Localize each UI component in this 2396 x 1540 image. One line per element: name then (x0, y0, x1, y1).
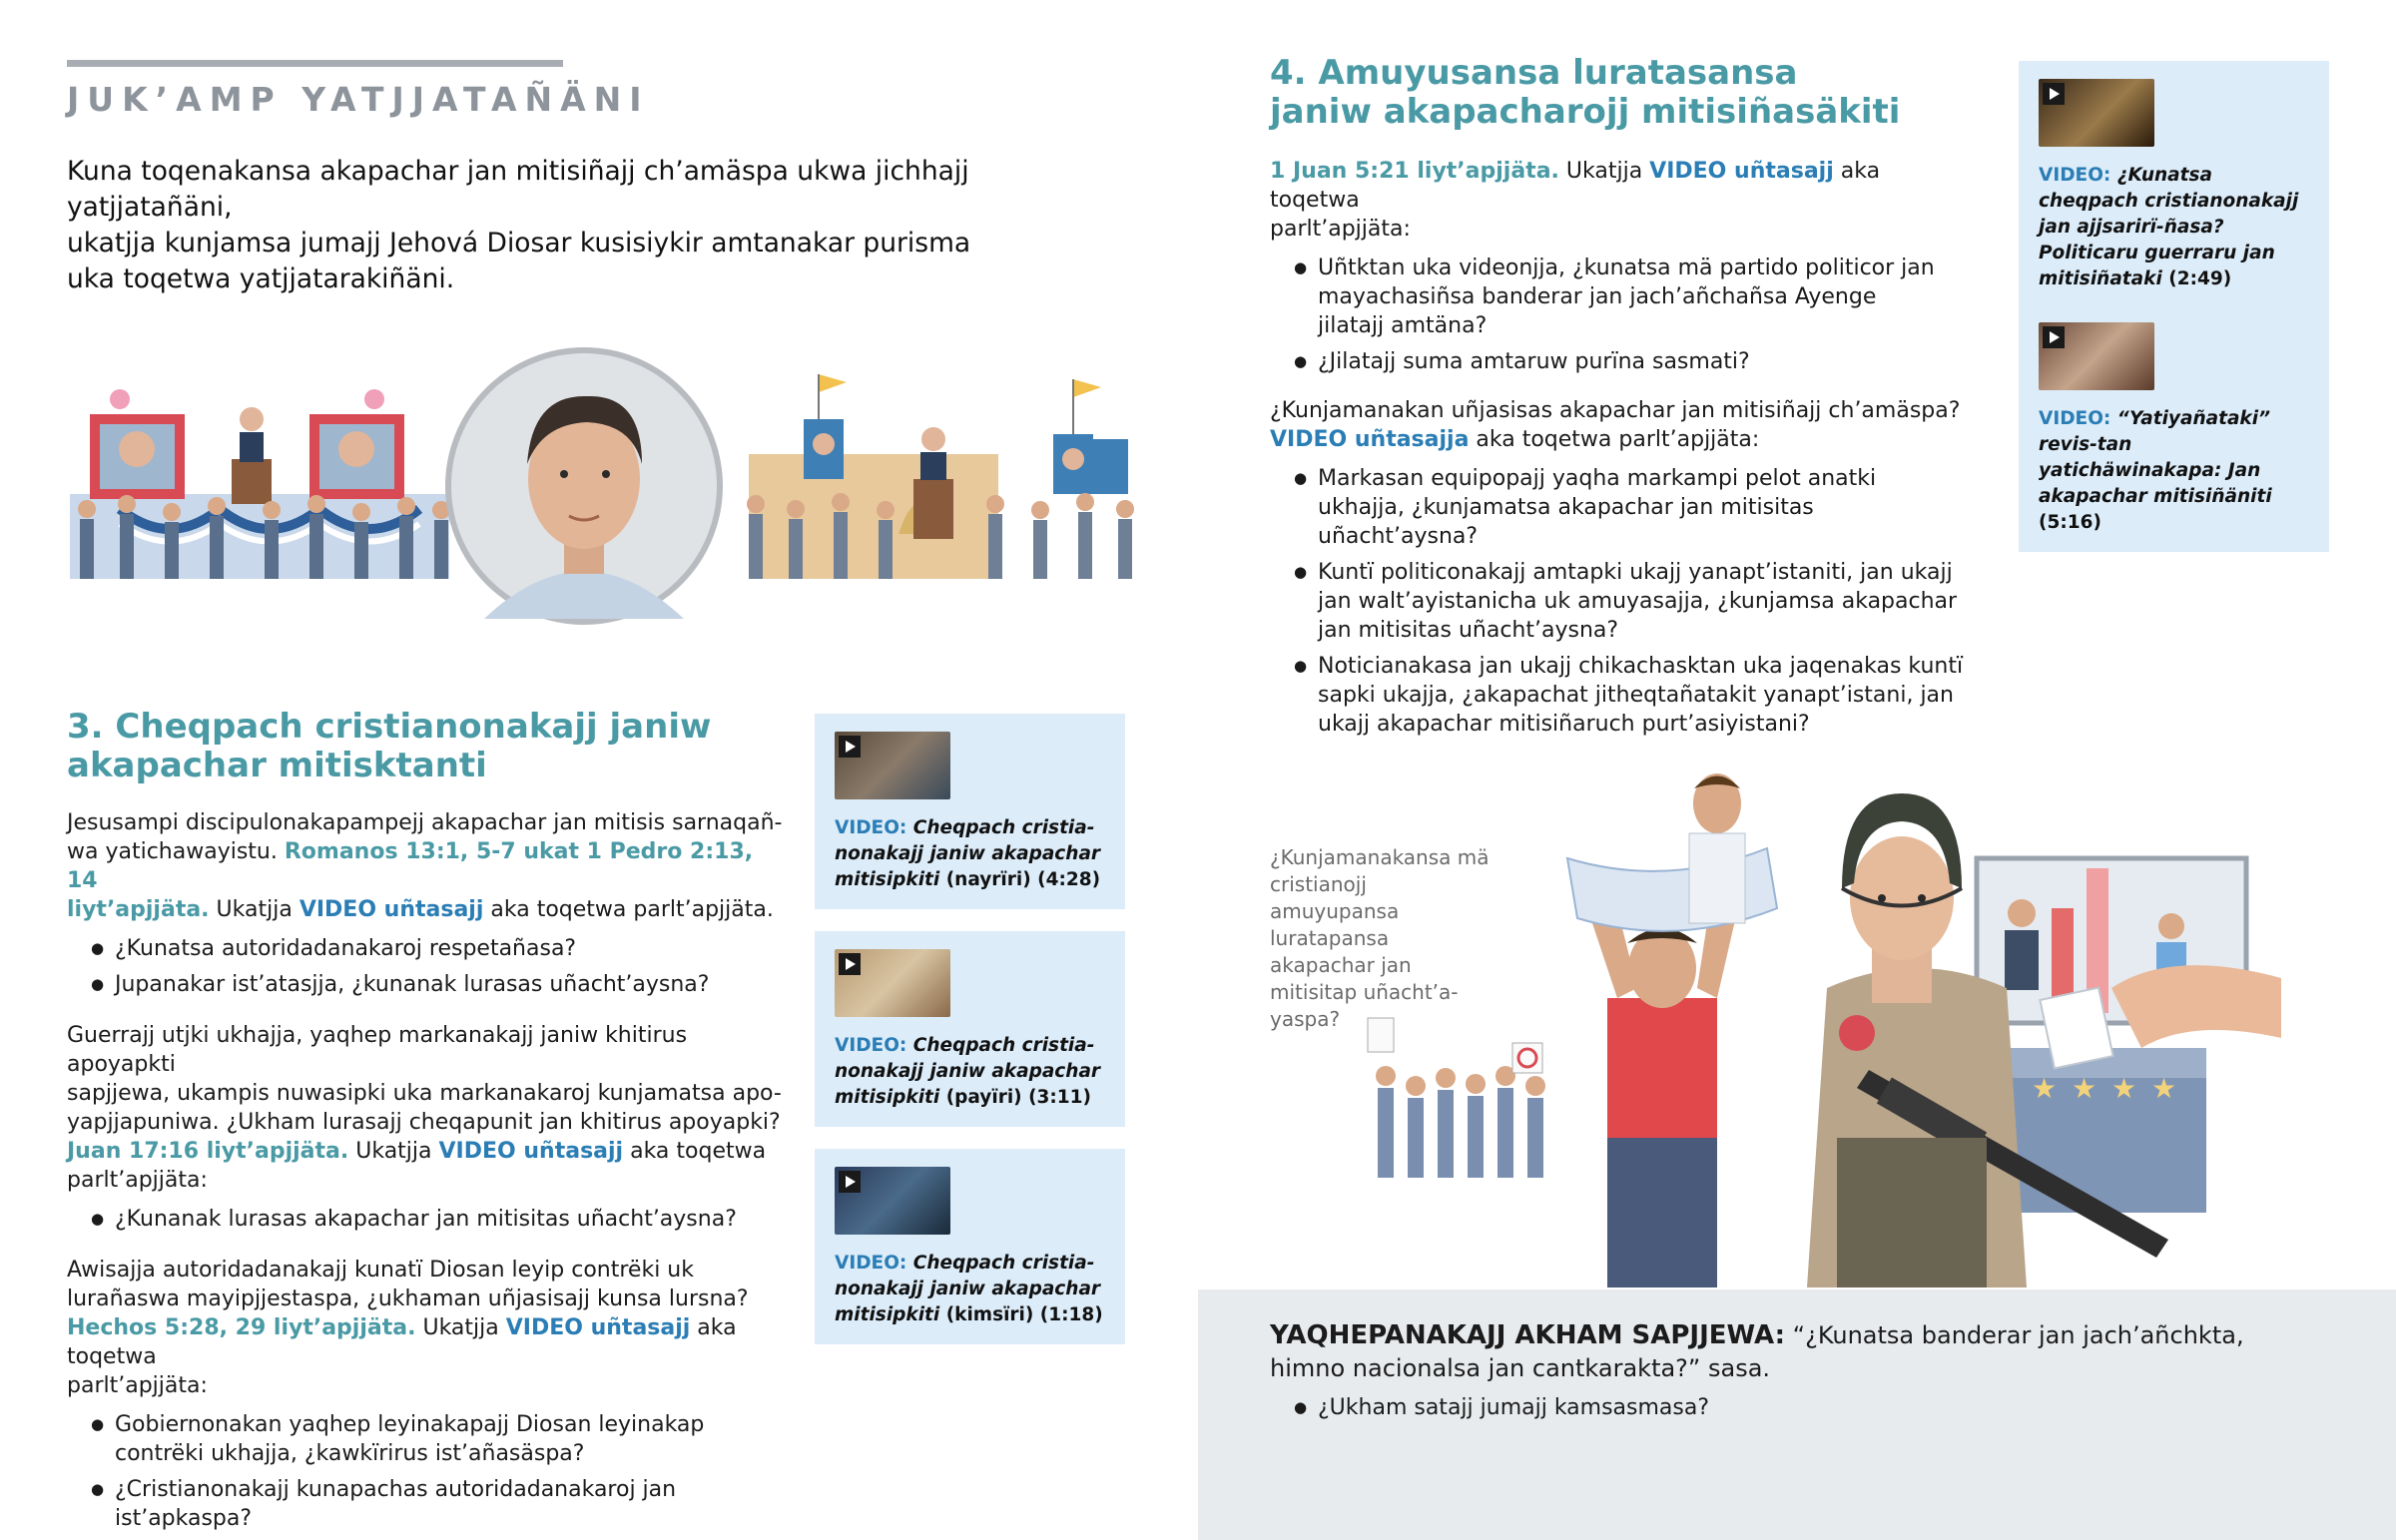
video-title: Cheqpach cristia-nonakajj janiw akapachar mitisipkiti (835, 817, 1101, 890)
section-3-title-line: 3. Cheqpach cristianonakajj janiw (67, 707, 712, 747)
video-duration: (3:11) (1028, 1087, 1092, 1108)
section-3-title-line: akapachar mitisktanti (67, 746, 487, 785)
video-card[interactable] (815, 931, 1125, 1127)
video-card[interactable] (815, 1149, 1125, 1344)
text-fragment: aka toqetwa parlt’apjjäta: (1469, 427, 1760, 452)
text-line: parlt’apjjäta: (1270, 217, 1411, 242)
text-line: sapjjewa, ukampis nuwasipki uka markanakaroj kunjamatsa apo- (67, 1081, 782, 1106)
video-part: (kimsïri) (945, 1304, 1034, 1325)
man-portrait (448, 350, 720, 622)
text-line: ¿Kunjamanakan uñjasisas akapachar jan mitisiñajj ch’amäspa? (1270, 398, 1961, 423)
video-label: VIDEO: (835, 1035, 907, 1056)
question-list (67, 1410, 714, 1533)
paragraph-2 (67, 1021, 786, 1195)
video-duration: (1:18) (1039, 1304, 1103, 1325)
svg-text:★: ★ (2151, 1072, 2177, 1105)
political-rallies-illustration (60, 344, 1158, 629)
video-title: Cheqpach cristia-nonakajj janiw akapachar mitisipkiti (835, 1035, 1101, 1108)
text-fragment: aka toqetwa parlt’apjjäta. (483, 897, 774, 922)
paragraph-3 (67, 1256, 786, 1400)
video-label: VIDEO: (835, 1253, 907, 1274)
video-title: “Yatiyañataki” revis-tan yatichäwinakapa: Jan akapachar mitisiñäniti (2039, 408, 2272, 507)
question-list (67, 934, 786, 999)
video-title: ¿Kunatsa cheqpach cristianonakajj jan ajjsarirï-ñasa? Politicaru guerraru jan mitisiñataki (2039, 165, 2299, 289)
text-line: wa yatichawayistu. (67, 839, 285, 864)
left-rally-scene (70, 389, 450, 579)
scripture-reference-link[interactable]: Juan 17:16 liyt’apjjäta. (67, 1139, 349, 1164)
section-4-body (1270, 157, 1969, 746)
video-card[interactable] (815, 714, 1125, 909)
play-icon[interactable] (2043, 326, 2065, 348)
intro-line: ukatjja kunjamsa jumajj Jehová Diosar kusisiykir amtanakar purisma (67, 228, 971, 258)
video-card[interactable] (2019, 304, 2329, 552)
text-line: parlt’apjjäta: (67, 1373, 208, 1398)
video-caption (835, 815, 1105, 893)
text-line: Awisajja autoridadanakajj kunatï Diosan leyip contrëki uk (67, 1258, 694, 1283)
objection-text (1270, 1319, 2268, 1429)
video-thumbnail[interactable] (2039, 79, 2154, 147)
question-item: ● ¿Ukham satajj jumajj kamsasmasa? (1318, 1393, 2268, 1422)
text-fragment: Ukatjja (209, 897, 300, 922)
text-fragment: aka toqetwa (1270, 159, 1881, 213)
question-item: ● ¿Jilatajj suma amtaruw purïna sasmati? (1318, 347, 1937, 376)
section-4-title-line: janiw akapacharojj mitisiñasäkiti (1270, 92, 1901, 132)
question-item: ● ¿Cristianonakajj kunapachas autoridadanakaroj jan ist’apkaspa? (115, 1475, 714, 1533)
video-thumbnail[interactable] (835, 949, 950, 1017)
video-link[interactable]: VIDEO uñtasajja (1270, 427, 1470, 452)
objection-quote: himno nacionalsa jan cantkarakta?” sasa. (1270, 1354, 1771, 1382)
text-line: Jesusampi discipulonakapampejj akapachar jan mitisis sarnaqañ- (67, 810, 783, 835)
text-fragment: Ukatjja (415, 1315, 506, 1340)
question-item: ● Uñtktan uka videonjja, ¿kunatsa mä partido politicor jan mayachasiñsa banderar jan jach’añchañsa Ayenge jilatajj amtäna? (1318, 254, 1937, 340)
intro-line: Kuna toqenakansa akapachar jan mitisiñajj ch’amäspa ukwa jichhajj yatjjatañäni, (67, 156, 969, 223)
play-icon[interactable] (839, 736, 861, 758)
scripture-reference-link[interactable]: Hechos 5:28, 29 liyt’apjjäta. (67, 1315, 416, 1340)
question-item: ● Gobiernonakan yaqhep leyinakapajj Diosan leyinakap contrëki ukhajja, ¿kawkïrirus ist’añasäspa? (115, 1410, 714, 1468)
eyebrow-rule (67, 60, 563, 67)
video-part: (payïri) (945, 1087, 1022, 1108)
protest-crowd (1368, 1018, 1545, 1178)
video-thumbnail[interactable] (835, 732, 950, 799)
intro-line: uka toqetwa yatjjatarakiñäni. (67, 263, 455, 294)
question-list (1270, 254, 1937, 376)
question-item: ● ¿Kunatsa autoridadanakaroj respetañasa? (115, 934, 786, 963)
video-link[interactable]: VIDEO uñtasajj (438, 1139, 624, 1164)
video-caption (2039, 406, 2309, 536)
video-title: Cheqpach cristia-nonakajj janiw akapachar mitisipkiti (835, 1253, 1101, 1325)
play-icon[interactable] (839, 1171, 861, 1193)
svg-text:★: ★ (2111, 1072, 2137, 1105)
video-part: (nayrïri) (945, 869, 1031, 890)
video-label: VIDEO: (2039, 165, 2111, 186)
text-line: Guerrajj utjki ukhajja, yaqhep markanakajj janiw khitirus apoyapkti (67, 1023, 688, 1077)
scripture-reference-link[interactable]: liyt’apjjäta. (67, 897, 210, 922)
video-thumbnail[interactable] (835, 1167, 950, 1235)
right-rally-scene (747, 374, 1134, 579)
video-link[interactable]: VIDEO uñtasajj (505, 1315, 691, 1340)
section-3-title (67, 708, 786, 785)
svg-text:★: ★ (2032, 1072, 2058, 1105)
video-duration: (5:16) (2039, 512, 2101, 533)
video-card[interactable] (2019, 61, 2329, 308)
scripture-reference-link[interactable]: 1 Juan 5:21 liyt’apjjäta. (1270, 159, 1559, 184)
text-line: parlt’apjjäta: (67, 1168, 208, 1193)
text-line: yapjjapuniwa. ¿Ukham lurasajj cheqapunit jan khitirus apoyapki? (67, 1110, 781, 1135)
question-list (67, 1205, 786, 1234)
svg-text:★: ★ (2072, 1072, 2097, 1105)
objection-lead: YAQHEPANAKAJJ AKHAM SAPJJEWA: (1270, 1320, 1786, 1350)
objection-quote: “¿Kunatsa banderar jan jach’añchkta, (1785, 1321, 2244, 1349)
video-caption (2039, 163, 2309, 292)
section-3-body (67, 808, 786, 1540)
video-label: VIDEO: (2039, 408, 2111, 429)
text-line: lurañaswa mayipjjestaspa, ¿ukhaman uñjasisajj kunsa lursna? (67, 1286, 749, 1311)
video-link[interactable]: VIDEO uñtasajj (1649, 159, 1834, 184)
text-fragment: Ukatjja (348, 1139, 439, 1164)
video-duration: (4:28) (1037, 869, 1101, 890)
question-item: ● Markasan equipopajj yaqha markampi pelot anatki ukhajja, ¿kunjamatsa akapachar jan mitisitas uñacht’aysna? (1318, 464, 1967, 551)
section-4-title (1270, 54, 1969, 132)
singing-student (1689, 773, 1745, 923)
video-thumbnail[interactable] (2039, 322, 2154, 390)
text-fragment: aka toqetwa (67, 1315, 737, 1369)
question-item: ● ¿Kunanak lurasas akapachar jan mitisitas uñacht’aysna? (115, 1205, 786, 1234)
scripture-reference-link[interactable]: Romanos 13:1, 5-7 ukat 1 Pedro 2:13, 14 (67, 839, 754, 893)
question-list (1270, 464, 1967, 739)
section-4-title-line: 4. Amuyusansa luratasansa (1270, 53, 1798, 93)
question-list (1270, 1393, 2268, 1422)
video-caption (835, 1033, 1105, 1111)
illustration-caption: ¿Kunjamanakansa mä cristianojj amuyupansa luratapansa akapachar jan mitisitap uñacht’a-yaspa? (1270, 845, 1490, 1031)
video-link[interactable]: VIDEO uñtasajj (299, 897, 484, 922)
play-icon[interactable] (839, 953, 861, 975)
paragraph-2 (1270, 396, 1969, 454)
paragraph-1 (1270, 157, 1969, 244)
video-caption (835, 1251, 1105, 1328)
intro-paragraph (67, 154, 1135, 297)
text-fragment: aka toqetwa (623, 1139, 767, 1164)
play-icon[interactable] (2043, 83, 2065, 105)
question-item: ● Kuntï politiconakajj amtapki ukajj yanapt’istaniti, jan ukajj jan walt’ayistanicha uk amuyasajja, ¿kunjamsa akapachar jan mitisitas uñacht’aysna? (1318, 558, 1967, 645)
paragraph-1 (67, 808, 786, 924)
section-eyebrow: JUK’AMP YATJJATAÑÄNI (67, 80, 650, 119)
video-duration: (2:49) (2168, 268, 2232, 289)
video-label: VIDEO: (835, 817, 907, 838)
question-item: ● Jupanakar ist’atasjja, ¿kunanak lurasas uñacht’aysna? (115, 970, 786, 999)
question-item: ● Noticianakasa jan ukajj chikachasktan uka jaqenakas kuntï sapki ukajja, ¿akapachat jitheqtañatakit yanapt’istani, jan ukajj akapachar mitisiñaruch purt’asiyistani? (1318, 652, 1967, 739)
text-fragment: Ukatjja (1558, 159, 1650, 184)
